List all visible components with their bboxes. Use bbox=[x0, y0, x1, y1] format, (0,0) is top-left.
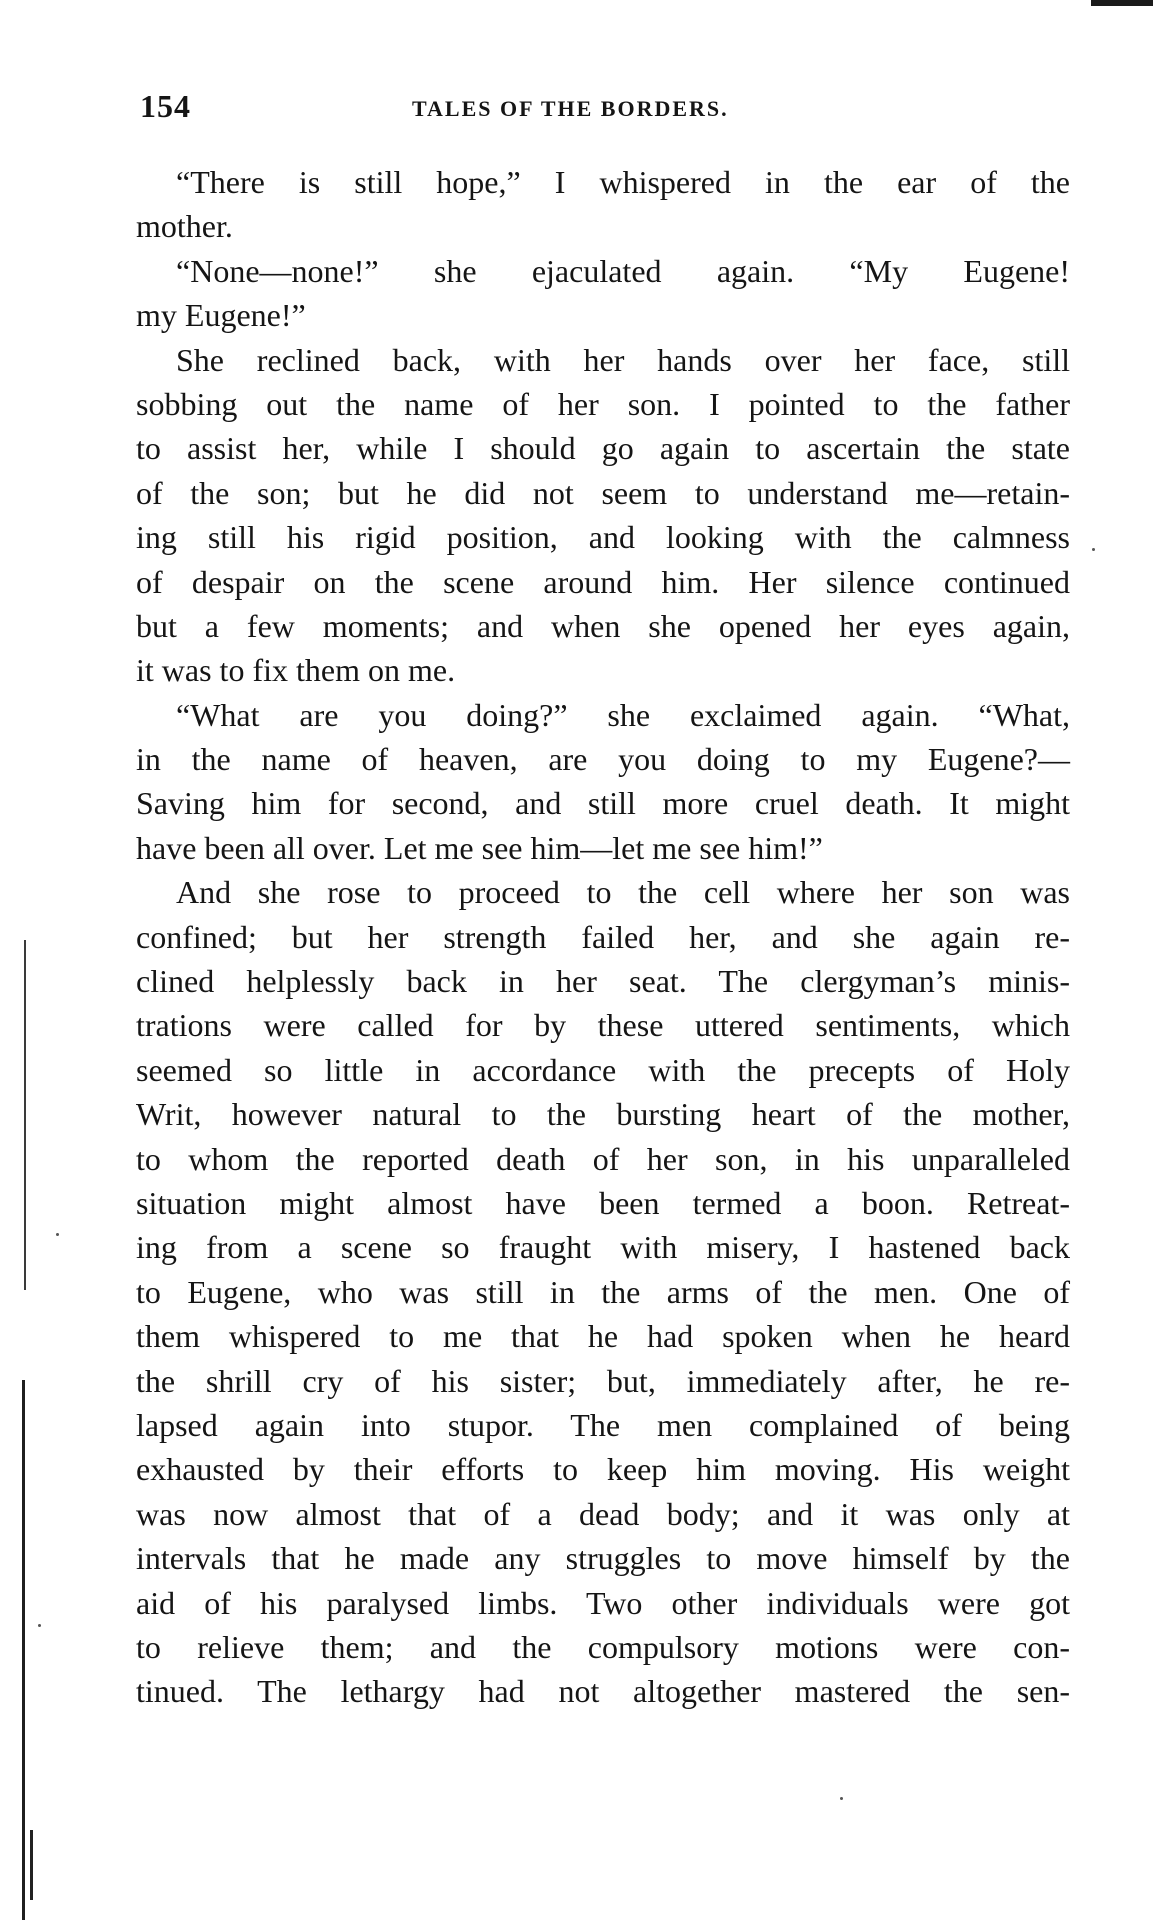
text-line: confined; but her strength failed her, and she again re- bbox=[136, 918, 1070, 955]
text-line: She reclined back, with her hands over her face, still bbox=[176, 341, 1070, 378]
text-line: ing still his rigid position, and looking with the calmness bbox=[136, 519, 1070, 556]
text-line: the shrill cry of his sister; but, immediately after, he re- bbox=[136, 1362, 1070, 1399]
gutter-mark bbox=[22, 1380, 25, 1920]
text-line: have been all over. Let me see him—let me see him!” bbox=[136, 829, 823, 866]
gutter-mark bbox=[24, 940, 26, 1290]
gutter-mark bbox=[30, 1830, 33, 1900]
text-line: “There is still hope,” I whispered in the ear of the bbox=[176, 164, 1070, 200]
text-line: Writ, however natural to the bursting heart of the mother, bbox=[136, 1096, 1070, 1133]
text-line: exhausted by their efforts to keep him moving. His weight bbox=[136, 1451, 1070, 1488]
running-head bbox=[140, 88, 1070, 128]
running-title: TALES OF THE BORDERS. bbox=[412, 96, 729, 121]
text-line: my Eugene!” bbox=[136, 297, 306, 334]
text-line: lapsed again into stupor. The men complained of being bbox=[136, 1406, 1070, 1443]
speck bbox=[840, 1797, 843, 1800]
text-line: And she rose to proceed to the cell where her son was bbox=[176, 874, 1070, 911]
speck bbox=[1092, 548, 1095, 551]
text-line: seemed so little in accordance with the precepts of Holy bbox=[136, 1051, 1070, 1088]
text-line: to relieve them; and the compulsory motions were con- bbox=[136, 1628, 1070, 1665]
text-line: Saving him for second, and still more cruel death. It might bbox=[136, 785, 1070, 822]
text-line: to whom the reported death of her son, in his unparalleled bbox=[136, 1140, 1070, 1177]
text-line: mother. bbox=[136, 208, 233, 245]
text-line: to Eugene, who was still in the arms of the men. One of bbox=[136, 1273, 1070, 1310]
text-line: intervals that he made any struggles to move himself by the bbox=[136, 1540, 1070, 1577]
text-line: of the son; but he did not seem to understand me—retain- bbox=[136, 474, 1070, 511]
text-line: but a few moments; and when she opened her eyes again, bbox=[136, 607, 1070, 644]
text-line: “What are you doing?” she exclaimed again. “What, bbox=[176, 696, 1070, 733]
text-line: tinued. The lethargy had not altogether mastered the sen- bbox=[136, 1673, 1070, 1710]
text-line: trations were called for by these uttered sentiments, which bbox=[136, 1007, 1070, 1044]
text-line: was now almost that of a dead body; and it was only at bbox=[136, 1495, 1070, 1532]
text-line: clined helplessly back in her seat. The clergyman’s minis- bbox=[136, 963, 1070, 1000]
text-line: aid of his paralysed limbs. Two other individuals were got bbox=[136, 1584, 1070, 1621]
speck bbox=[38, 1624, 41, 1627]
text-line: “None—none!” she ejaculated again. “My Eugene! bbox=[176, 252, 1070, 289]
speck bbox=[56, 1233, 59, 1236]
text-line: of despair on the scene around him. Her silence continued bbox=[136, 563, 1070, 600]
text-line: them whispered to me that he had spoken when he heard bbox=[136, 1318, 1070, 1355]
text-line: to assist her, while I should go again to ascertain the state bbox=[136, 430, 1070, 467]
page-number: 154 bbox=[140, 88, 191, 124]
text-line: sobbing out the name of her son. I pointed to the father bbox=[136, 385, 1070, 422]
text-line: it was to fix them on me. bbox=[136, 652, 456, 689]
corner-rule-mark bbox=[1091, 0, 1153, 6]
text-line: ing from a scene so fraught with misery, I hastened back bbox=[136, 1229, 1070, 1266]
body-text bbox=[136, 160, 1070, 1714]
text-line: in the name of heaven, are you doing to my Eugene?— bbox=[136, 741, 1070, 778]
text-line: situation might almost have been termed a boon. Retreat- bbox=[136, 1184, 1070, 1221]
